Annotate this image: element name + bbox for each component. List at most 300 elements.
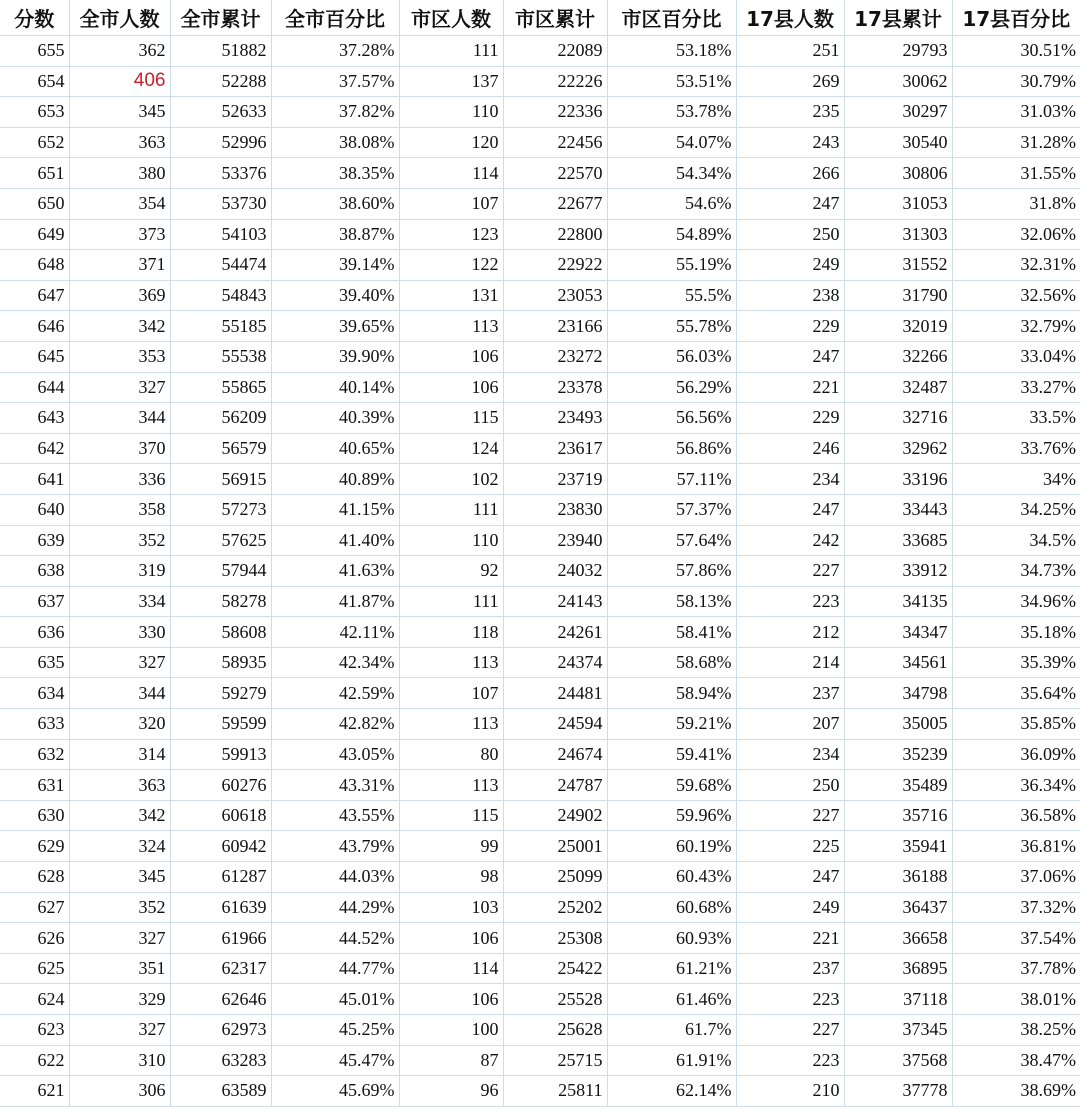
cell-city-cumulative: 59279 [170, 678, 271, 709]
cell-urban-cumulative: 24261 [503, 617, 607, 648]
cell-city-percent: 45.01% [271, 984, 399, 1015]
cell-county-cumulative: 36658 [844, 923, 952, 954]
cell-county-count: 234 [736, 464, 844, 495]
cell-county-count: 249 [736, 250, 844, 281]
cell-urban-percent: 54.6% [607, 188, 736, 219]
cell-city-cumulative: 63283 [170, 1045, 271, 1076]
cell-county-percent: 34% [952, 464, 1080, 495]
cell-city-count: 306 [69, 1076, 170, 1107]
cell-urban-count: 110 [399, 97, 503, 128]
cell-city-count: 352 [69, 525, 170, 556]
table-row [0, 158, 1080, 189]
cell-urban-cumulative: 25628 [503, 1015, 607, 1046]
cell-city-percent: 44.03% [271, 862, 399, 893]
cell-city-cumulative: 59913 [170, 739, 271, 770]
cell-county-percent: 37.78% [952, 953, 1080, 984]
table-row [0, 709, 1080, 740]
cell-urban-count: 111 [399, 494, 503, 525]
cell-county-percent: 36.34% [952, 770, 1080, 801]
cell-county-cumulative: 31053 [844, 188, 952, 219]
cell-city-count: 354 [69, 188, 170, 219]
cell-urban-percent: 60.93% [607, 923, 736, 954]
cell-urban-count: 107 [399, 188, 503, 219]
cell-urban-percent: 59.21% [607, 709, 736, 740]
cell-urban-count: 113 [399, 709, 503, 740]
cell-score: 628 [0, 862, 69, 893]
table-row [0, 831, 1080, 862]
cell-city-count: 314 [69, 739, 170, 770]
table-row [0, 617, 1080, 648]
cell-city-count: 345 [69, 97, 170, 128]
cell-city-cumulative: 57273 [170, 494, 271, 525]
cell-urban-count: 137 [399, 66, 503, 97]
cell-city-cumulative: 52996 [170, 127, 271, 158]
cell-urban-count: 99 [399, 831, 503, 862]
cell-county-cumulative: 36895 [844, 953, 952, 984]
cell-county-percent: 37.06% [952, 862, 1080, 893]
header-county-percent: 17县百分比 [952, 0, 1080, 36]
cell-city-count: 363 [69, 770, 170, 801]
cell-county-count: 250 [736, 770, 844, 801]
cell-urban-cumulative: 25202 [503, 892, 607, 923]
cell-city-percent: 38.08% [271, 127, 399, 158]
cell-score: 624 [0, 984, 69, 1015]
cell-city-count: 369 [69, 280, 170, 311]
table-row [0, 678, 1080, 709]
cell-city-count: 358 [69, 494, 170, 525]
cell-county-percent: 33.76% [952, 433, 1080, 464]
cell-county-cumulative: 34135 [844, 586, 952, 617]
cell-city-count: 351 [69, 953, 170, 984]
cell-score: 655 [0, 36, 69, 67]
cell-city-count: 327 [69, 372, 170, 403]
cell-city-count: 380 [69, 158, 170, 189]
cell-county-cumulative: 30062 [844, 66, 952, 97]
table-row [0, 923, 1080, 954]
cell-score: 638 [0, 556, 69, 587]
cell-city-percent: 41.63% [271, 556, 399, 587]
cell-county-cumulative: 34561 [844, 647, 952, 678]
cell-score: 631 [0, 770, 69, 801]
cell-urban-count: 100 [399, 1015, 503, 1046]
cell-county-percent: 36.09% [952, 739, 1080, 770]
cell-score: 651 [0, 158, 69, 189]
cell-urban-percent: 56.56% [607, 403, 736, 434]
cell-score: 630 [0, 800, 69, 831]
cell-city-percent: 37.57% [271, 66, 399, 97]
cell-score: 649 [0, 219, 69, 250]
cell-urban-cumulative: 24143 [503, 586, 607, 617]
cell-urban-count: 92 [399, 556, 503, 587]
cell-county-percent: 31.8% [952, 188, 1080, 219]
cell-city-percent: 41.15% [271, 494, 399, 525]
header-urban-percent: 市区百分比 [607, 0, 736, 36]
cell-county-percent: 33.04% [952, 341, 1080, 372]
table-row [0, 862, 1080, 893]
cell-city-cumulative: 58935 [170, 647, 271, 678]
cell-urban-count: 113 [399, 647, 503, 678]
cell-city-count: 406 [69, 66, 170, 97]
table-row [0, 403, 1080, 434]
cell-county-cumulative: 34347 [844, 617, 952, 648]
header-county-count: 17县人数 [736, 0, 844, 36]
cell-city-percent: 38.87% [271, 219, 399, 250]
cell-urban-percent: 53.51% [607, 66, 736, 97]
table-row [0, 647, 1080, 678]
cell-county-percent: 35.64% [952, 678, 1080, 709]
cell-county-count: 247 [736, 494, 844, 525]
cell-county-count: 247 [736, 341, 844, 372]
cell-score: 621 [0, 1076, 69, 1107]
cell-county-count: 212 [736, 617, 844, 648]
header-score: 分数 [0, 0, 69, 36]
cell-urban-cumulative: 24787 [503, 770, 607, 801]
table-row [0, 36, 1080, 67]
header-urban-count: 市区人数 [399, 0, 503, 36]
cell-city-count: 342 [69, 800, 170, 831]
cell-county-count: 269 [736, 66, 844, 97]
cell-city-count: 342 [69, 311, 170, 342]
table-row [0, 892, 1080, 923]
cell-city-cumulative: 53730 [170, 188, 271, 219]
cell-county-percent: 38.69% [952, 1076, 1080, 1107]
table-row [0, 525, 1080, 556]
cell-city-cumulative: 57944 [170, 556, 271, 587]
cell-urban-cumulative: 23166 [503, 311, 607, 342]
cell-score: 640 [0, 494, 69, 525]
table-row [0, 984, 1080, 1015]
cell-score: 637 [0, 586, 69, 617]
cell-county-cumulative: 37345 [844, 1015, 952, 1046]
cell-city-cumulative: 55538 [170, 341, 271, 372]
cell-urban-cumulative: 22677 [503, 188, 607, 219]
cell-urban-cumulative: 22226 [503, 66, 607, 97]
cell-score: 654 [0, 66, 69, 97]
cell-city-cumulative: 62317 [170, 953, 271, 984]
cell-urban-count: 106 [399, 341, 503, 372]
cell-city-percent: 37.28% [271, 36, 399, 67]
cell-county-cumulative: 32962 [844, 433, 952, 464]
cell-county-count: 243 [736, 127, 844, 158]
cell-urban-percent: 60.19% [607, 831, 736, 862]
cell-urban-percent: 59.96% [607, 800, 736, 831]
cell-urban-percent: 57.37% [607, 494, 736, 525]
cell-county-cumulative: 30540 [844, 127, 952, 158]
cell-city-cumulative: 56209 [170, 403, 271, 434]
cell-county-count: 247 [736, 862, 844, 893]
cell-urban-cumulative: 25715 [503, 1045, 607, 1076]
table-body [0, 36, 1080, 1107]
cell-city-percent: 37.82% [271, 97, 399, 128]
cell-county-count: 229 [736, 311, 844, 342]
cell-county-percent: 38.01% [952, 984, 1080, 1015]
cell-county-cumulative: 32019 [844, 311, 952, 342]
table-row [0, 953, 1080, 984]
cell-county-cumulative: 33685 [844, 525, 952, 556]
cell-score: 634 [0, 678, 69, 709]
table-row [0, 739, 1080, 770]
cell-city-cumulative: 59599 [170, 709, 271, 740]
cell-city-count: 352 [69, 892, 170, 923]
cell-city-cumulative: 61966 [170, 923, 271, 954]
cell-county-cumulative: 29793 [844, 36, 952, 67]
cell-score: 623 [0, 1015, 69, 1046]
cell-urban-percent: 58.41% [607, 617, 736, 648]
cell-score: 650 [0, 188, 69, 219]
cell-city-percent: 40.65% [271, 433, 399, 464]
cell-urban-count: 111 [399, 586, 503, 617]
cell-urban-count: 96 [399, 1076, 503, 1107]
cell-city-percent: 45.25% [271, 1015, 399, 1046]
cell-city-cumulative: 63589 [170, 1076, 271, 1107]
cell-city-percent: 40.14% [271, 372, 399, 403]
cell-county-count: 251 [736, 36, 844, 67]
cell-county-percent: 32.56% [952, 280, 1080, 311]
cell-city-percent: 42.34% [271, 647, 399, 678]
header-urban-cumulative: 市区累计 [503, 0, 607, 36]
cell-urban-percent: 56.29% [607, 372, 736, 403]
cell-city-cumulative: 60618 [170, 800, 271, 831]
cell-urban-percent: 58.94% [607, 678, 736, 709]
cell-county-cumulative: 31552 [844, 250, 952, 281]
cell-county-percent: 32.79% [952, 311, 1080, 342]
cell-urban-count: 98 [399, 862, 503, 893]
cell-county-count: 227 [736, 1015, 844, 1046]
cell-urban-count: 102 [399, 464, 503, 495]
cell-urban-cumulative: 24481 [503, 678, 607, 709]
table-row [0, 341, 1080, 372]
cell-county-percent: 35.18% [952, 617, 1080, 648]
cell-urban-percent: 61.46% [607, 984, 736, 1015]
cell-county-percent: 34.25% [952, 494, 1080, 525]
cell-county-percent: 38.47% [952, 1045, 1080, 1076]
cell-city-percent: 41.87% [271, 586, 399, 617]
cell-urban-count: 80 [399, 739, 503, 770]
cell-county-count: 221 [736, 372, 844, 403]
cell-county-count: 223 [736, 586, 844, 617]
cell-urban-count: 124 [399, 433, 503, 464]
cell-county-cumulative: 33196 [844, 464, 952, 495]
cell-city-cumulative: 54103 [170, 219, 271, 250]
cell-city-count: 363 [69, 127, 170, 158]
table-row [0, 280, 1080, 311]
cell-city-cumulative: 60942 [170, 831, 271, 862]
cell-city-count: 319 [69, 556, 170, 587]
table-row [0, 464, 1080, 495]
cell-county-percent: 36.58% [952, 800, 1080, 831]
cell-city-count: 371 [69, 250, 170, 281]
cell-county-cumulative: 35005 [844, 709, 952, 740]
table-row [0, 127, 1080, 158]
cell-urban-cumulative: 23378 [503, 372, 607, 403]
cell-score: 633 [0, 709, 69, 740]
cell-county-percent: 34.96% [952, 586, 1080, 617]
table-header [0, 0, 1080, 36]
cell-county-percent: 31.28% [952, 127, 1080, 158]
cell-county-percent: 34.73% [952, 556, 1080, 587]
cell-county-cumulative: 33443 [844, 494, 952, 525]
cell-score: 641 [0, 464, 69, 495]
table-row [0, 433, 1080, 464]
cell-city-cumulative: 61639 [170, 892, 271, 923]
cell-city-count: 327 [69, 1015, 170, 1046]
cell-urban-percent: 53.18% [607, 36, 736, 67]
cell-city-percent: 45.69% [271, 1076, 399, 1107]
table-row [0, 1045, 1080, 1076]
cell-county-percent: 35.85% [952, 709, 1080, 740]
cell-county-cumulative: 35489 [844, 770, 952, 801]
cell-score: 635 [0, 647, 69, 678]
cell-urban-percent: 57.11% [607, 464, 736, 495]
cell-city-count: 362 [69, 36, 170, 67]
cell-city-cumulative: 62973 [170, 1015, 271, 1046]
cell-urban-count: 123 [399, 219, 503, 250]
cell-county-count: 247 [736, 188, 844, 219]
cell-county-cumulative: 37568 [844, 1045, 952, 1076]
cell-urban-percent: 57.86% [607, 556, 736, 587]
cell-urban-cumulative: 25422 [503, 953, 607, 984]
cell-urban-percent: 54.34% [607, 158, 736, 189]
cell-urban-cumulative: 25528 [503, 984, 607, 1015]
cell-urban-count: 131 [399, 280, 503, 311]
cell-city-percent: 40.39% [271, 403, 399, 434]
cell-county-count: 242 [736, 525, 844, 556]
cell-urban-count: 103 [399, 892, 503, 923]
table-row [0, 97, 1080, 128]
cell-urban-percent: 54.89% [607, 219, 736, 250]
cell-urban-percent: 53.78% [607, 97, 736, 128]
cell-county-count: 237 [736, 678, 844, 709]
table-row [0, 586, 1080, 617]
cell-county-cumulative: 33912 [844, 556, 952, 587]
cell-urban-count: 115 [399, 800, 503, 831]
cell-urban-cumulative: 22336 [503, 97, 607, 128]
cell-score: 652 [0, 127, 69, 158]
cell-county-percent: 34.5% [952, 525, 1080, 556]
cell-city-percent: 43.31% [271, 770, 399, 801]
cell-score: 653 [0, 97, 69, 128]
cell-urban-cumulative: 23617 [503, 433, 607, 464]
cell-city-percent: 41.40% [271, 525, 399, 556]
header-row [0, 0, 1080, 36]
table-row [0, 311, 1080, 342]
cell-county-cumulative: 36437 [844, 892, 952, 923]
cell-urban-count: 122 [399, 250, 503, 281]
cell-city-count: 373 [69, 219, 170, 250]
cell-city-cumulative: 55185 [170, 311, 271, 342]
cell-urban-percent: 55.78% [607, 311, 736, 342]
cell-city-count: 310 [69, 1045, 170, 1076]
cell-urban-cumulative: 22570 [503, 158, 607, 189]
cell-county-cumulative: 34798 [844, 678, 952, 709]
cell-county-count: 223 [736, 984, 844, 1015]
cell-city-percent: 44.52% [271, 923, 399, 954]
table-row [0, 250, 1080, 281]
cell-score: 625 [0, 953, 69, 984]
cell-county-cumulative: 35239 [844, 739, 952, 770]
cell-county-percent: 32.06% [952, 219, 1080, 250]
cell-urban-percent: 57.64% [607, 525, 736, 556]
cell-county-cumulative: 31790 [844, 280, 952, 311]
cell-county-count: 237 [736, 953, 844, 984]
cell-county-count: 229 [736, 403, 844, 434]
cell-city-percent: 39.90% [271, 341, 399, 372]
cell-urban-count: 113 [399, 770, 503, 801]
cell-urban-count: 118 [399, 617, 503, 648]
cell-county-percent: 35.39% [952, 647, 1080, 678]
cell-urban-cumulative: 25811 [503, 1076, 607, 1107]
cell-city-percent: 42.11% [271, 617, 399, 648]
cell-city-cumulative: 57625 [170, 525, 271, 556]
table-row [0, 1015, 1080, 1046]
cell-county-percent: 30.79% [952, 66, 1080, 97]
cell-county-count: 234 [736, 739, 844, 770]
cell-urban-count: 115 [399, 403, 503, 434]
cell-urban-cumulative: 22922 [503, 250, 607, 281]
cell-county-percent: 33.27% [952, 372, 1080, 403]
cell-score: 626 [0, 923, 69, 954]
cell-urban-percent: 61.91% [607, 1045, 736, 1076]
cell-urban-cumulative: 24374 [503, 647, 607, 678]
cell-county-count: 227 [736, 800, 844, 831]
cell-city-count: 324 [69, 831, 170, 862]
cell-city-count: 353 [69, 341, 170, 372]
cell-city-cumulative: 56579 [170, 433, 271, 464]
cell-county-count: 246 [736, 433, 844, 464]
cell-county-count: 210 [736, 1076, 844, 1107]
cell-county-cumulative: 30297 [844, 97, 952, 128]
cell-city-percent: 43.55% [271, 800, 399, 831]
cell-city-percent: 38.35% [271, 158, 399, 189]
cell-urban-percent: 58.68% [607, 647, 736, 678]
cell-urban-percent: 59.41% [607, 739, 736, 770]
cell-score: 645 [0, 341, 69, 372]
cell-county-percent: 31.03% [952, 97, 1080, 128]
cell-county-cumulative: 36188 [844, 862, 952, 893]
cell-city-count: 329 [69, 984, 170, 1015]
table-row [0, 372, 1080, 403]
cell-urban-cumulative: 23719 [503, 464, 607, 495]
table-row [0, 494, 1080, 525]
cell-urban-count: 106 [399, 984, 503, 1015]
cell-city-percent: 44.29% [271, 892, 399, 923]
cell-city-count: 370 [69, 433, 170, 464]
cell-urban-cumulative: 24902 [503, 800, 607, 831]
cell-city-percent: 45.47% [271, 1045, 399, 1076]
cell-city-count: 345 [69, 862, 170, 893]
cell-score: 622 [0, 1045, 69, 1076]
table-row [0, 1076, 1080, 1107]
cell-city-percent: 39.65% [271, 311, 399, 342]
cell-urban-cumulative: 23053 [503, 280, 607, 311]
cell-county-count: 249 [736, 892, 844, 923]
cell-city-percent: 39.14% [271, 250, 399, 281]
cell-city-percent: 40.89% [271, 464, 399, 495]
table-row [0, 556, 1080, 587]
cell-county-count: 223 [736, 1045, 844, 1076]
cell-county-count: 225 [736, 831, 844, 862]
header-county-cumulative: 17县累计 [844, 0, 952, 36]
cell-county-count: 207 [736, 709, 844, 740]
cell-county-cumulative: 32487 [844, 372, 952, 403]
cell-score: 636 [0, 617, 69, 648]
cell-city-cumulative: 58278 [170, 586, 271, 617]
cell-city-percent: 42.82% [271, 709, 399, 740]
cell-score: 647 [0, 280, 69, 311]
cell-city-cumulative: 52633 [170, 97, 271, 128]
cell-city-cumulative: 58608 [170, 617, 271, 648]
cell-county-percent: 37.32% [952, 892, 1080, 923]
